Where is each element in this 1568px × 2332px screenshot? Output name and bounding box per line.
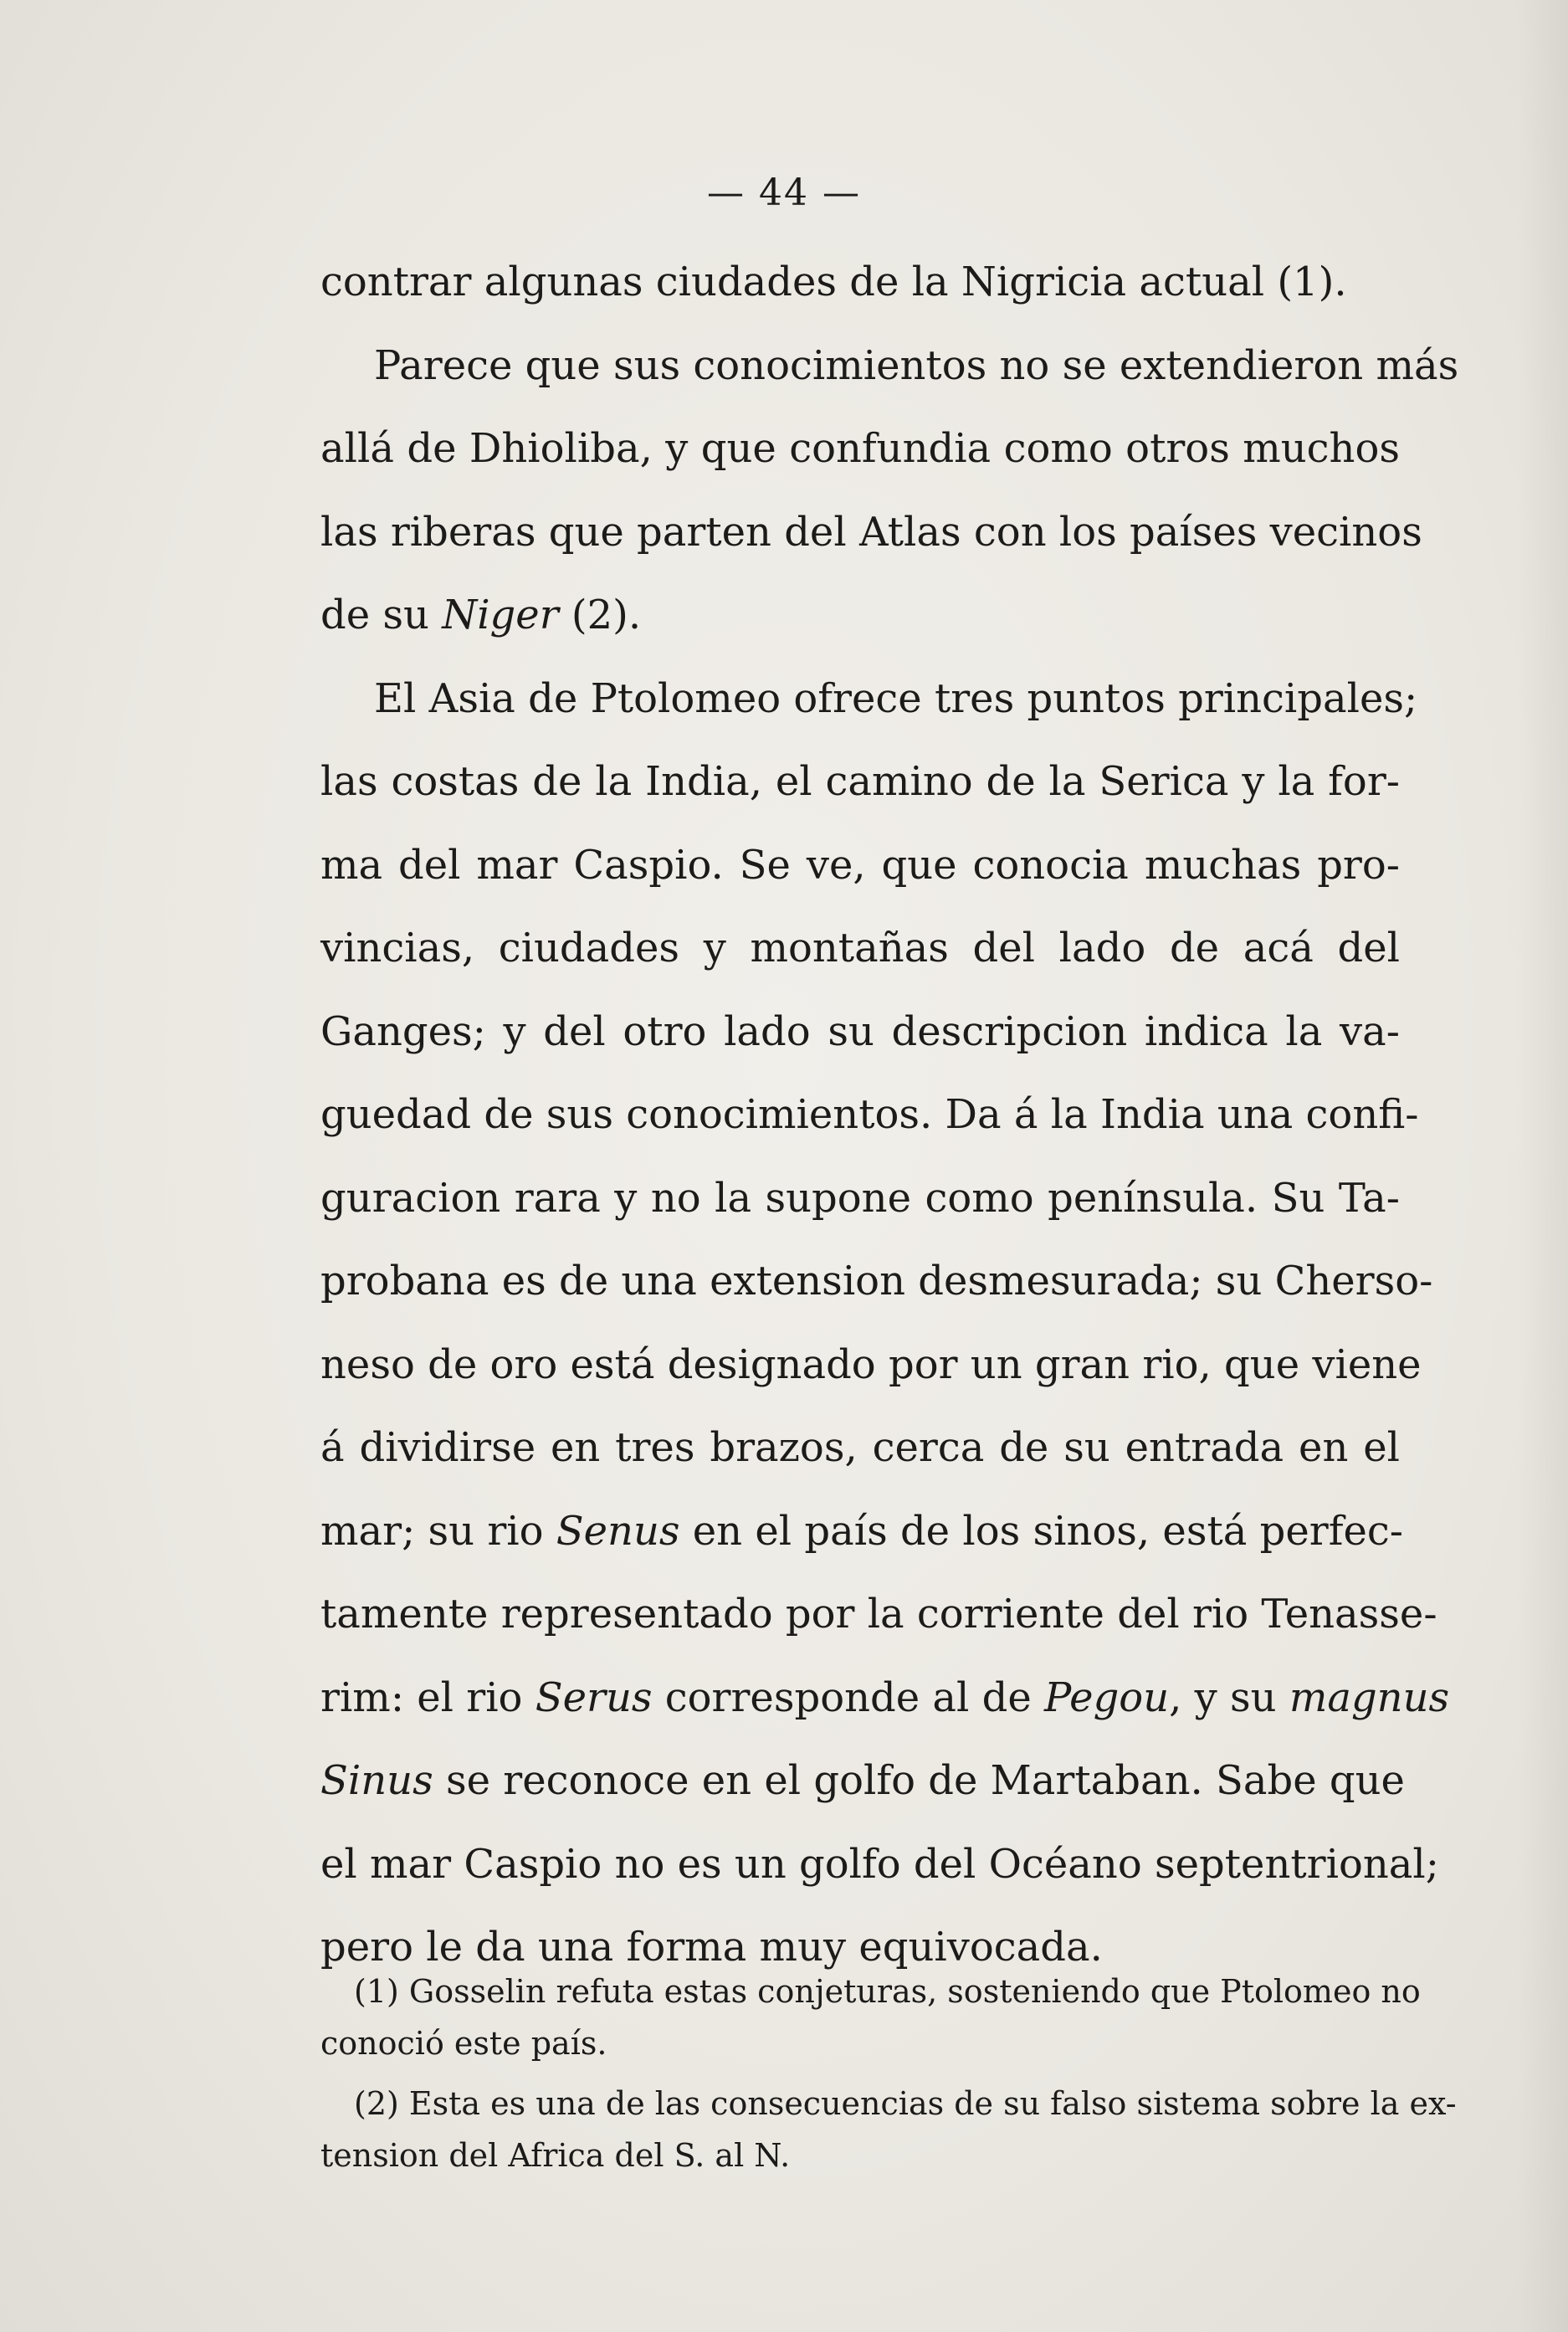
italic-term: Niger	[442, 592, 559, 638]
text-line: allá de Dhioliba, y que confundia como otros muchos	[320, 425, 1400, 472]
text-run: rim: el rio	[320, 1673, 535, 1721]
italic-term: magnus	[1289, 1673, 1450, 1721]
text-run: en el país de los sinos, está perfec-	[679, 1507, 1403, 1555]
text-run: corresponde al de	[652, 1673, 1045, 1721]
text-line: guracion rara y no la supone como península. Su Ta-	[320, 1174, 1400, 1222]
footnote-spacer	[320, 2069, 1400, 2078]
text-line: neso de oro está designado por un gran rio, que viene	[320, 1340, 1422, 1388]
text-run: (2).	[558, 592, 642, 638]
italic-term: Serus	[535, 1673, 653, 1721]
text-line: el mar Caspio no es un golfo del Océano septentrional;	[320, 1840, 1439, 1888]
page-number: — 44 —	[707, 172, 861, 214]
text-run: se reconoce en el golfo de Martaban. Sabe que	[433, 1757, 1405, 1804]
footnote-line: (1) Gosselin refuta estas conjeturas, sosteniendo que Ptolomeo no	[354, 1973, 1421, 2010]
text-line: las riberas que parten del Atlas con los países vecinos	[320, 508, 1422, 556]
italic-term: Sinus	[320, 1757, 433, 1804]
text-line: El Asia de Ptolomeo ofrece tres puntos principales;	[374, 674, 1418, 722]
italic-term: Senus	[556, 1507, 680, 1555]
text-line: pero le da una forma muy equivocada.	[320, 1924, 1103, 1971]
text-line: Ganges; y del otro lado su descripcion indica la va-	[320, 1007, 1400, 1055]
text-run: de su	[320, 592, 443, 638]
footnote-line: tension del Africa del S. al N.	[320, 2137, 791, 2174]
text-line: las costas de la India, el camino de la Serica y la for-	[320, 758, 1400, 805]
text-line: contrar algunas ciudades de la Nigricia actual (1).	[320, 259, 1347, 305]
text-line	[320, 1490, 1403, 1574]
text-line	[320, 1657, 1450, 1740]
page-gutter-shadow	[1518, 0, 1568, 2332]
footnotes	[320, 1966, 1457, 2181]
footnote-line: (2) Esta es una de las consecuencias de su falso sistema sobre la ex-	[354, 2085, 1457, 2122]
text-line: tamente representado por la corriente del rio Tenasse-	[320, 1591, 1437, 1638]
text-run: mar; su rio	[320, 1507, 556, 1555]
text-line: probana es de una extension desmesurada; su Cherso-	[320, 1258, 1433, 1304]
text-line: Parece que sus conocimientos no se extendieron más	[374, 341, 1459, 389]
text-line: vincias, ciudades y montañas del lado de acá del	[320, 925, 1400, 971]
italic-term: Pegou	[1044, 1673, 1170, 1721]
text-line: ma del mar Caspio. Se ve, que conocia muchas pro-	[320, 841, 1400, 889]
text-line: guedad de sus conocimientos. Da á la India una confi-	[320, 1091, 1419, 1138]
text-line: á dividirse en tres brazos, cerca de su entrada en el	[320, 1424, 1400, 1471]
text-run: , y su	[1169, 1673, 1289, 1721]
text-line	[320, 574, 1400, 658]
body-text	[320, 241, 1459, 1990]
text-line	[320, 1740, 1405, 1823]
footnote-line: conoció este país.	[320, 2025, 607, 2062]
